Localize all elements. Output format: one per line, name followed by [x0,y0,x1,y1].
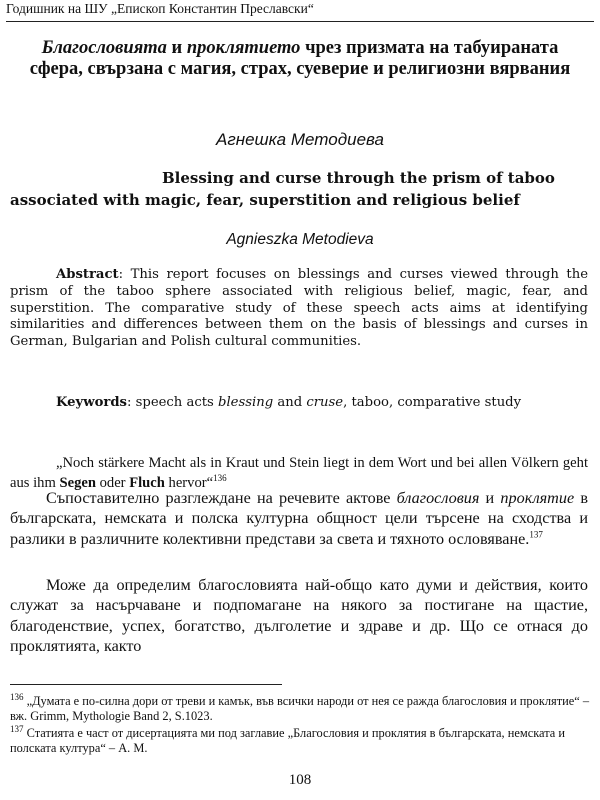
author-name-bg: Агнешка Методиева [216,130,384,149]
title-italic-blessing: Благословията [41,38,167,58]
title-en-line-2: associated with magic, fear, superstition and religious belief [10,191,520,209]
keywords-label: Keywords [56,395,127,410]
keywords [10,395,588,412]
abstract-text: : This report focuses on blessings and curses viewed through the prism of the taboo sphere associated with religious belief, magic, fear, and superstition. The comparative study of these speech acts aims at identifying similarities and differences between them on the basis of blessings and curses in German, Bulgarian and Polish cultural communities. [10,267,588,350]
article-title-en [10,167,590,211]
title-connector: и [166,38,187,58]
footnote-ref-137[interactable]: 137 [529,529,543,540]
title-en-line-1: Blessing and curse through the prism of taboo [162,169,555,187]
footnote-136 [10,691,590,724]
footnote-separator [10,684,282,685]
abstract-label: Abstract [56,267,119,282]
footnote-text: „Думата е по-силна дори от треви и камък, във всички народи от нея се ражда благословия и проклятие“ – вж. Grimm, Mythologie Band 2, S.1023. [10,694,590,723]
p1-text-1: Съпоставително разглеждане на речевите актове [46,489,397,507]
body-paragraph-2: Може да определим благословията най-общо като думи и действия, които служат за насърчаване и подпомагане на някого за постигане на щастие, благоденствие, успех, богатство, дълголетие и здраве и др. Що се отнася до проклятията, както [10,576,588,655]
footnote-text: Статията е част от дисертацията ми под заглавие „Благословия и проклятия в българската, немската и полската култура“ – А. М. [10,726,566,755]
footnote-number: 137 [10,723,24,734]
epigraph-bold-fluch: Fluch [129,475,165,491]
p1-italic-blessing: благословия [396,489,480,507]
keywords-before: : speech acts [126,395,218,410]
p1-text-3: в българската, немската и полска културна общност цели търсене на сходства и разлики в различните колективни представи за света и тяхното ословяване. [10,489,588,548]
author-name-en: Agnieszka Metodieva [226,231,374,248]
title-italic-curse: проклятието [186,38,301,58]
epigraph-bold-segen: Segen [59,475,96,491]
p1-italic-curse: проклятие [500,489,575,507]
title-rest: чрез призмата на табуираната сфера, свързана с магия, страх, суеверие и религиозни вярвания [29,38,571,79]
epigraph-text-2: oder [95,475,130,491]
abstract [10,267,588,351]
epigraph-text-3: hervor“ [164,475,214,491]
body-paragraph-1 [10,488,588,549]
footnote-ref-136[interactable]: 136 [213,473,227,484]
footnote-number: 136 [10,691,24,702]
keyword-term-2: cruse [306,395,344,410]
page-number: 108 [288,772,312,788]
keywords-and: and [273,395,307,410]
p1-text-2: и [479,489,501,507]
epigraph-quote [10,453,588,493]
keyword-term-1: blessing [218,395,274,410]
keywords-after: , taboo, comparative study [343,395,522,410]
footnote-137 [10,723,590,756]
running-head: Годишник на ШУ „Епископ Константин Преславски“ [6,0,594,22]
article-title-bg [14,38,586,80]
epigraph-text-1: „Noch stärkere Macht als in Kraut und Stein liegt in dem Wort und bei allen Völkern geht aus ihm [10,455,588,491]
